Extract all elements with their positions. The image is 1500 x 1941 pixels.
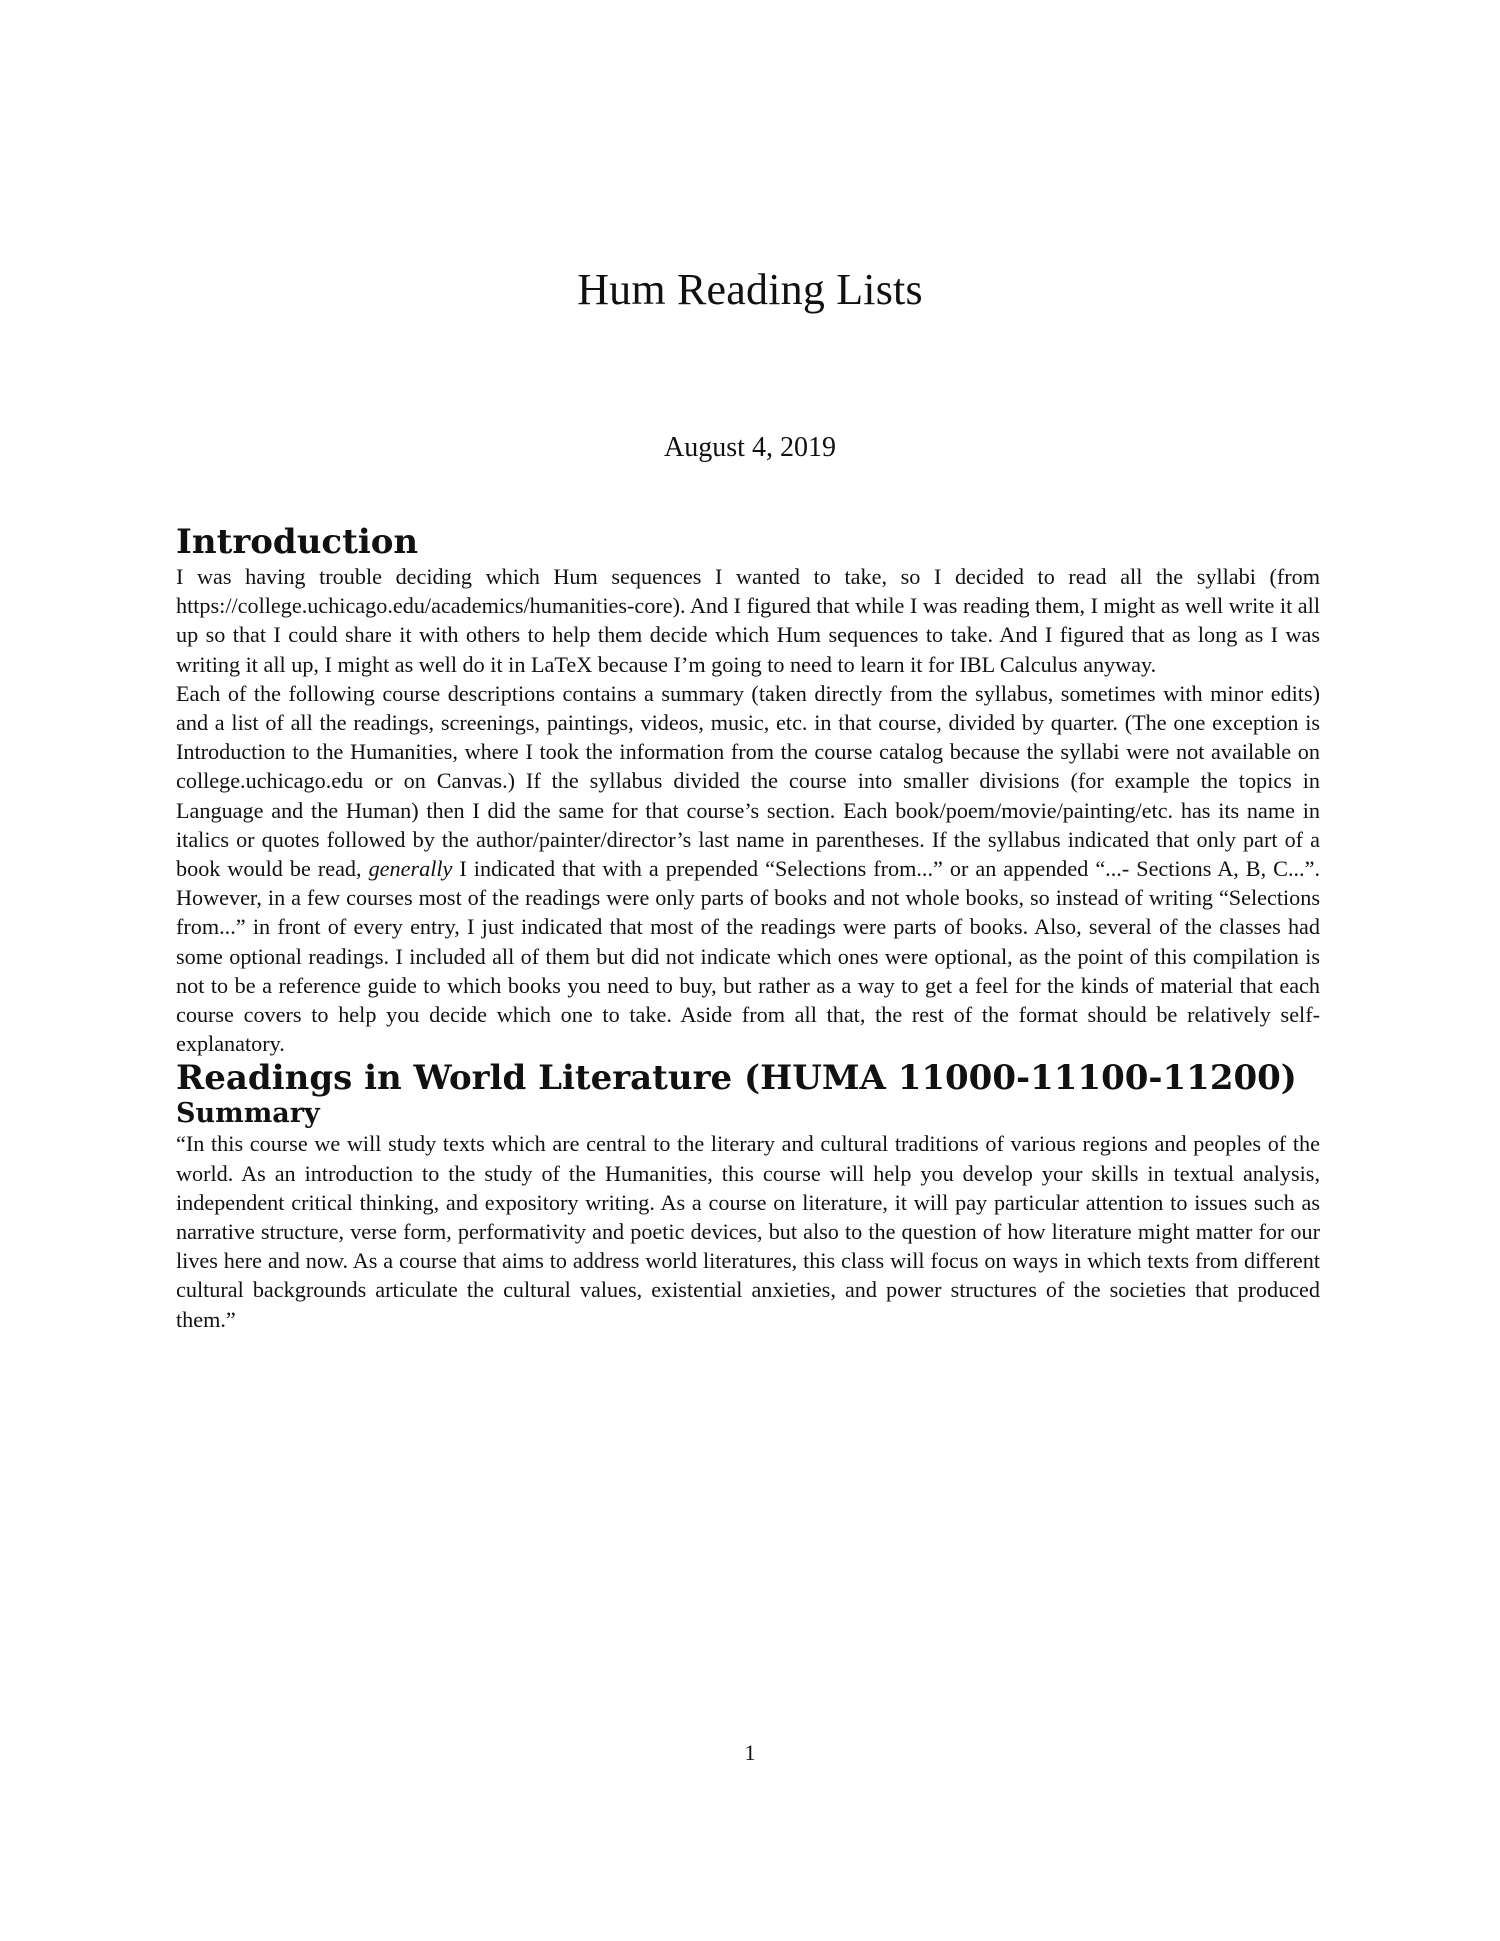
- world-literature-heading: Readings in World Literature (HUMA 11000-11100-11200): [176, 1058, 1297, 1099]
- document-title: Hum Reading Lists: [577, 265, 923, 314]
- summary-paragraph: “In this course we will study texts which are central to the literary and cultural traditions of various regions and peoples of the world. As an introduction to the study of the Humanities, this course will help you develop your skills in textual analysis, independent critical thinking, and expository writing. As a course on literature, it will pay particular attention to issues such as narrative structure, verse form, performativity and poetic devices, but also to the question of how literature might matter for our lives here and now. As a course that aims to address world literatures, this class will focus on ways in which texts from different cultural backgrounds articulate the cultural values, existential anxieties, and power structures of the societies that produced them.”: [176, 1131, 1320, 1332]
- document-body: [176, 522, 1320, 1334]
- page-number: 1: [744, 1740, 756, 1765]
- introduction-paragraph-2-emphasis: generally: [368, 856, 453, 882]
- introduction-paragraph-2-text-b: I indicated that with a prepended “Selections from...” or an appended “...- Sections A, B, C...”. However, in a few courses most of the readings were only parts of books and not whole books, so instead of writing “Selections from...” in front of every entry, I just indicated that most of the readings were parts of books. Also, several of the classes had some optional readings. I included all of them but did not indicate which ones were optional, as the point of this compilation is not to be a reference guide to which books you need to buy, but rather as a way to get a feel for the kinds of material that each course covers to help you decide which one to take. Aside from all that, the rest of the format should be relatively self-explanatory.: [176, 856, 1320, 1057]
- summary-heading: Summary: [176, 1098, 320, 1130]
- introduction-paragraph-2: [176, 679, 1320, 1059]
- introduction-heading: Introduction: [176, 522, 419, 562]
- document-date: August 4, 2019: [664, 432, 836, 463]
- introduction-paragraph-1: I was having trouble deciding which Hum sequences I wanted to take, so I decided to read all the syllabi (from https://college.uchicago.edu/academics/humanities-core). And I figured that while I was reading them, I might as well write it all up so that I could share it with others to help them decide which Hum sequences to take. And I figured that as long as I was writing it all up, I might as well do it in LaTeX because I’m going to need to learn it for IBL Calculus anyway.: [176, 564, 1320, 677]
- introduction-paragraph-2-text-a: Each of the following course descriptions contains a summary (taken directly from the syllabus, sometimes with minor edits) and a list of all the readings, screenings, paintings, videos, music, etc. in that course, divided by quarter. (The one exception is Introduction to the Humanities, where I took the information from the course catalog because the syllabi were not available on college.uchicago.edu or on Canvas.) If the syllabus divided the course into smaller divisions (for example the topics in Language and the Human) then I did the same for that course’s section. Each book/poem/movie/painting/etc. has its name in italics or quotes followed by the author/painter/director’s last name in parentheses. If the syllabus indicated that only part of a book would be read,: [176, 680, 1320, 882]
